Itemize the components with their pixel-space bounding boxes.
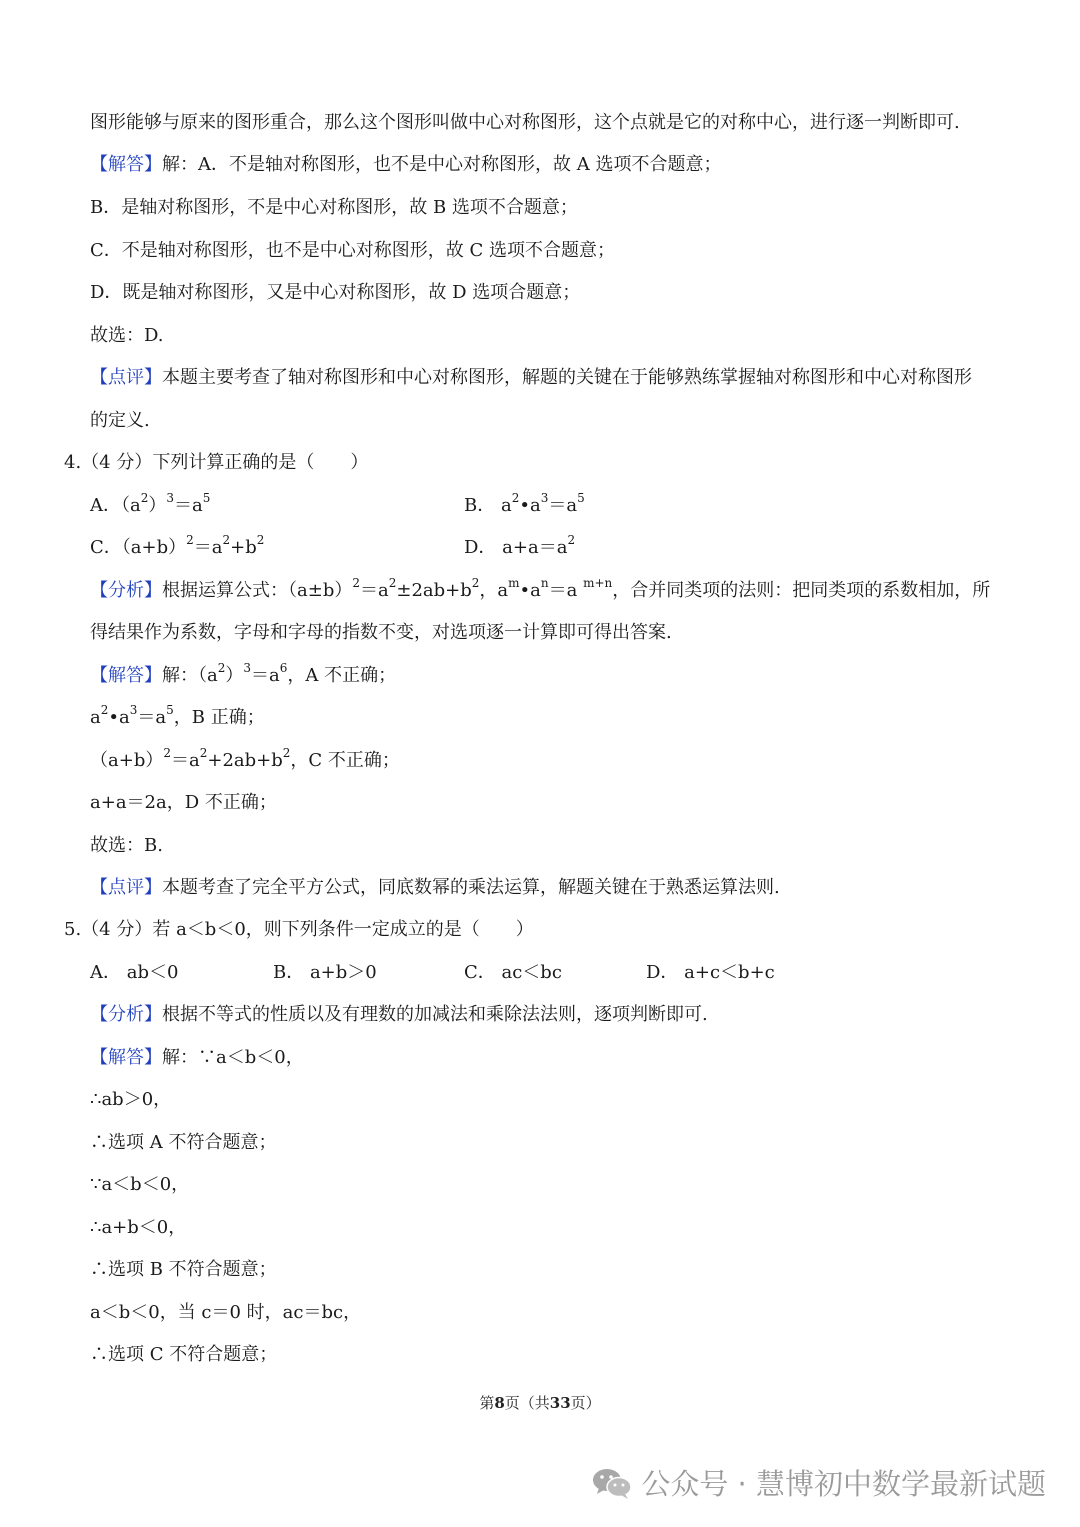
text-line: B．是轴对称图形，不是中心对称图形，故 B 选项不合题意； — [90, 197, 578, 218]
text-line: $a^2•a^3=a^5$，B 正确； — [90, 703, 265, 728]
answer-tag: 【解答】 — [90, 665, 162, 686]
wechat-icon — [591, 1466, 633, 1500]
comment-line — [90, 365, 972, 391]
analysis-line — [90, 1002, 708, 1028]
answer-tag: 【解答】 — [90, 154, 162, 175]
text-line: ∴选项 C 不符合题意； — [90, 1344, 278, 1365]
text-line: a+a＝2a，D 不正确； — [90, 792, 277, 813]
text-line: 故选：D. — [90, 325, 164, 346]
text-line: ∵a＜b＜0， — [90, 1174, 190, 1195]
text-line: C．不是轴对称图形，也不是中心对称图形，故 C 选项不合题意； — [90, 240, 615, 261]
q5-option-b: B． a+b＞0 — [273, 962, 377, 983]
page-total: 33 — [549, 1394, 571, 1412]
text-line: 得结果作为系数，字母和字母的指数不变，对选项逐一计算即可得出答案. — [90, 622, 672, 643]
text-line: ∴选项 B 不符合题意； — [90, 1259, 277, 1280]
answer-text: 解：∵a＜b＜0， — [162, 1047, 304, 1068]
text-line: 故选：B. — [90, 835, 163, 856]
q5-option-c: C． ac＜bc — [464, 962, 562, 983]
text-line: ∴ab＞0， — [90, 1089, 172, 1110]
text-line: a＜b＜0，当 c＝0 时，ac＝bc， — [90, 1302, 362, 1323]
q4-option-b: B． $a^2•a^3=a^5$ — [464, 491, 585, 516]
analysis-text: 根据不等式的性质以及有理数的加减法和乘除法法则，逐项判断即可. — [162, 1004, 708, 1025]
comment-text: 本题主要考查了轴对称图形和中心对称图形，解题的关键在于能够熟练掌握轴对称图形和中心对称图形 — [162, 367, 972, 388]
comment-text: 本题考查了完全平方公式，同底数幂的乘法运算，解题关键在于熟悉运算法则. — [162, 877, 780, 898]
answer-line — [90, 152, 721, 178]
answer-tag: 【解答】 — [90, 1047, 162, 1068]
text-line: D．既是轴对称图形，又是中心对称图形，故 D 选项合题意； — [90, 282, 581, 303]
text-line: ∴a+b＜0， — [90, 1217, 187, 1238]
watermark-text: 公众号 · 慧博初中数学最新试题 — [641, 1467, 1046, 1501]
watermark — [591, 1462, 1046, 1503]
q4-option-d: D． $a+a=a^2$ — [464, 533, 576, 558]
comment-tag: 【点评】 — [90, 877, 162, 898]
answer-text: 解：A．不是轴对称图形，也不是中心对称图形，故 A 选项不合题意； — [162, 154, 722, 175]
analysis-tag: 【分析】 — [90, 580, 162, 601]
text-line: 的定义. — [90, 410, 150, 431]
q5-option-d: D． a+c＜b+c — [646, 962, 775, 983]
analysis-line: 【分析】根据运算公式：$(a\pm b)^2=a^2\pm 2ab+b^2$，$a^m•a^n=a$ $^{m+n}$，合并同类项的法则：把同类项的系数相加，所 — [90, 576, 991, 601]
analysis-tag: 【分析】 — [90, 1004, 162, 1025]
q5-option-a: A． ab＜0 — [90, 962, 179, 983]
page-footer: 第8页（共33页） — [479, 1394, 601, 1412]
q4-option-c: C．$(a+b)^2=a^2+b^2$ — [90, 533, 265, 558]
text-line: ∴选项 A 不符合题意； — [90, 1132, 277, 1153]
comment-line — [90, 875, 780, 901]
text-line: $(a+b)^2=a^2+2ab+b^2$，C 不正确； — [90, 746, 400, 771]
question-5-stem: 5.（4 分）若 a＜b＜0，则下列条件一定成立的是（ ） — [64, 919, 534, 940]
question-4-stem: 4.（4 分）下列计算正确的是（ ） — [64, 452, 369, 473]
q4-option-a: A．$(a^2)^3=a^5$ — [90, 491, 211, 516]
answer-line: 【解答】解：$(a^2)^3=a^6$，A 不正确； — [90, 661, 397, 686]
answer-line — [90, 1045, 304, 1071]
comment-tag: 【点评】 — [90, 367, 162, 388]
text-line: 图形能够与原来的图形重合，那么这个图形叫做中心对称图形，这个点就是它的对称中心，进行逐一判断即可. — [90, 112, 960, 133]
page-number: 8 — [494, 1394, 505, 1412]
